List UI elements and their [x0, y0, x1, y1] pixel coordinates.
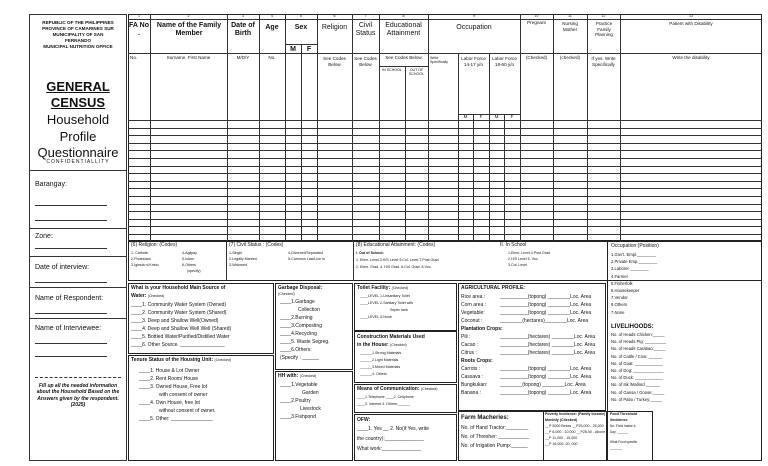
civil-code: 2-Legally Married: [229, 257, 257, 261]
garbage-option: ____3.Composting: [280, 323, 322, 329]
food-line: No. Food Intake a: [610, 424, 636, 428]
interviewee-line-2[interactable]: [35, 356, 107, 357]
zone-label: Zone:: [35, 233, 53, 240]
header-line-4: FERNANDO: [64, 38, 92, 43]
water-option: ____6. Other Source. ________________: [131, 342, 225, 348]
agri-value: ________(hectares)________Loc. Area: [500, 318, 589, 324]
religion-code: 1- Catholic: [131, 251, 149, 255]
occupation-code: 8.Others: [611, 302, 628, 308]
sub-checked-nursing: (checked): [559, 55, 581, 60]
colnum-row-line: [128, 19, 762, 20]
agri-value: __________(topong) ________Loc. Area: [500, 302, 592, 308]
table-row[interactable]: [128, 166, 762, 167]
tenure-option: ____1. House & Lot Owner: [139, 368, 200, 374]
tenure-option: ____4. Own House, free lot: [139, 400, 200, 406]
zone-line[interactable]: [35, 248, 107, 249]
water-option: ____3. Deep and Shallow Well(Owned): [131, 318, 219, 324]
livelihood-item: No. of Heads Pig: _________: [611, 339, 666, 345]
poverty-option: __P 5000 Below __P25,000 - 25,000: [545, 424, 604, 428]
table-row[interactable]: [128, 196, 762, 197]
header-line-2: PROVINCE OF CAMARINES SUR: [42, 26, 114, 31]
table-row[interactable]: [128, 211, 762, 212]
divider: [29, 256, 127, 257]
colnum-8: 8: [402, 14, 405, 18]
header-line-5: MUNICIPAL NUTRITION OFFICE: [43, 44, 113, 49]
sub-if-yes: If yes. Write Specifically: [591, 56, 616, 67]
livelihood-item: No. of Heads Chicken:_____: [611, 332, 665, 337]
colnum-13: 13: [689, 14, 693, 18]
ofw-line: What work:______________: [357, 446, 421, 452]
header-line-1: REPUBLIC OF THE PHILIPPINES: [42, 20, 114, 25]
sub-labor-18-60: Labor Force 18-60 y/o: [492, 56, 517, 67]
poverty-title: Poverty Incidence: (Family Income): [545, 412, 606, 416]
livelihood-item: No. of Cattle / Cow: ______: [611, 353, 663, 359]
table-row[interactable]: [128, 158, 762, 159]
construction-title: Construction Materials Used: [357, 334, 425, 340]
colnum-10: 10: [534, 14, 539, 18]
colnum-6: 6: [333, 14, 336, 18]
agri-label: Carrots :: [461, 366, 481, 372]
comm-option: ____1.Telephone ____2. Cellphone: [357, 395, 414, 399]
religion-code: 4-Aglipay: [182, 251, 197, 255]
edu-out-code: 1. Elem. Level 3.H/S Level 5.Col. Level 7.Post Grad.: [356, 258, 440, 262]
livelihood-item: No. of Goat: ____________: [611, 360, 663, 366]
agri-label: Vegetable:: [461, 310, 485, 316]
date-line[interactable]: [35, 282, 107, 283]
table-row[interactable]: [128, 173, 762, 174]
garbage-option: Collection: [298, 307, 320, 313]
comm-title: Means of Communication: (Checked): [357, 386, 438, 392]
construction-title-2: in the House: (Checked): [357, 342, 407, 348]
food-subtitle: /Incidence: [610, 418, 628, 422]
hh-option: ____3.Fishpond: [280, 414, 316, 420]
hh-option: Garden: [302, 390, 319, 396]
water-title: What is your Household Main Source of: [131, 285, 226, 291]
sub-mdy: M/D/Y: [236, 55, 250, 60]
civil-codes-title: (7) Civil Status : (Codes): [229, 242, 284, 248]
sub-no: No.: [130, 55, 138, 60]
water-option: ____4. Deep and Shallow Well Well (Shared): [131, 326, 232, 332]
food-line: _______: [610, 446, 623, 450]
sub-lf2-m: M: [494, 114, 499, 119]
header-bottom-line: [128, 53, 762, 54]
agri-value: __________(hectares) ________Loc. Area: [500, 334, 596, 340]
livelihood-item: No. of Heads Carabao:_____: [611, 346, 666, 352]
sub-write: Write Specifically: [430, 56, 448, 65]
edu-in-code: 3.Col. Level: [508, 263, 527, 267]
table-row[interactable]: [128, 143, 762, 144]
sub-lf2-f: F: [510, 114, 514, 119]
water-option: ____5. Bottled Water/Purified/Distilled Water: [131, 334, 230, 340]
occupation-code: 7.Vendor: [611, 295, 628, 301]
header-pregnant: Pregnant: [527, 20, 546, 25]
water-title-2: Water: (Checked): [131, 293, 165, 299]
livelihood-item: No. of Gansa / Goose:_____: [611, 389, 665, 395]
colnum-9: 9: [473, 14, 475, 18]
title-general: GENERAL: [46, 79, 110, 94]
garbage-option: (Specify : ______: [280, 355, 319, 361]
occupation-code: 7.None: [611, 309, 625, 315]
sub-lf1-f: F: [479, 114, 483, 119]
confidential-label: CONFIDENTIALLITY: [46, 159, 110, 165]
sub-surname: Surname, First Name: [166, 55, 211, 60]
garbage-option: ____4.Recycling: [280, 331, 317, 337]
ofw-line: ____1. Yes __ 2. No(if Yes, write: [357, 426, 429, 432]
religion-codes-title: (6) Religion: (Codes): [131, 242, 178, 248]
agri-value: __________(topong) ________Loc. Area: [500, 366, 592, 372]
colnum-4: 4: [271, 14, 273, 18]
sub-in-school: IN SCHOOL: [382, 68, 402, 72]
col-divider: [473, 114, 474, 241]
note-divider: [35, 377, 121, 378]
date-label: Date of interview:: [35, 264, 90, 271]
table-row[interactable]: [128, 128, 762, 129]
garbage-checked: (Checked): [278, 292, 295, 296]
table-row[interactable]: [128, 135, 762, 136]
livelihoods-title: LIVELIHOODS:: [611, 324, 654, 330]
header-fa-no: FA No .: [129, 22, 149, 38]
religion-code: 3-Iglesia ni Kristo: [131, 263, 159, 267]
occupation-code: 2.Private Emp.________: [611, 259, 658, 265]
row-line: [379, 66, 428, 67]
agri-label: Bungkukan:: [461, 382, 488, 388]
ofw-line: the country):______________: [357, 436, 424, 442]
food-line: What Food specific: [610, 440, 638, 444]
agri-value: __________(hectares) ________Loc. Area: [500, 350, 596, 356]
divider: [29, 287, 127, 288]
colnum-3: 3: [242, 14, 244, 18]
toilet-option: ____LEVEL 2-Sanitary Toilet with: [360, 301, 414, 305]
table-row[interactable]: [128, 219, 762, 220]
garbage-title: Garbage Disposal:: [278, 285, 323, 291]
livelihood-item: No. of Dog: _____________: [611, 368, 664, 373]
edu-codes-title: (8) Educational Attainment: (Codes): [356, 242, 436, 248]
title-questionnaire: Questionnaire: [37, 145, 119, 160]
table-row[interactable]: [128, 226, 762, 227]
header-age: Age: [265, 24, 279, 31]
farm-item: No. of Irrigation Pump:______: [461, 443, 528, 449]
agri-label: Pili :: [461, 334, 471, 340]
code-divider: [353, 241, 354, 281]
poverty-option: __P 16,000- 20, 000: [545, 442, 578, 446]
sub-see-codes-religion: See Codes Below: [323, 56, 346, 67]
header-sex: Sex: [294, 24, 308, 31]
sub-lf1-m: M: [463, 114, 468, 119]
poverty-subtitle: Monthly (Checked): [545, 418, 578, 422]
col-divider: [504, 114, 505, 241]
tenure-title: Tenure Status of the Housing Unit: (Checked): [131, 357, 232, 363]
religion-code: (specify): [187, 269, 201, 273]
livelihood-item: No. of Pabo / Turkey:_____: [611, 396, 662, 402]
divider: [29, 318, 127, 319]
edu-in-title: II. In School: [500, 242, 527, 248]
comm-option: ____3. Internet 4. Others:______: [357, 402, 410, 406]
col-divider: [405, 66, 406, 241]
occupation-code: 6.Housekeeper: [611, 288, 640, 293]
edu-in-code: 1.Elem. Level 4.Post Grad: [508, 251, 550, 255]
barangay-label: Barangay:: [35, 181, 67, 188]
religion-code: 5-Islam: [182, 257, 194, 261]
agri-value: __________(hectares) ________Loc. Area: [500, 342, 596, 348]
construction-option: ______2.Light Materials: [360, 358, 399, 362]
header-nursing: Nursing Mother: [562, 21, 578, 32]
roots-title: Roots Crops:: [461, 358, 493, 364]
header-disability: Patient with Disability: [669, 21, 713, 26]
agri-value: ________(topong) ________Loc. Area: [500, 382, 586, 388]
interviewee-line-1[interactable]: [35, 343, 107, 344]
agri-label: Corn area :: [461, 302, 487, 308]
table-row[interactable]: [128, 181, 762, 182]
row-line: [285, 44, 317, 45]
agri-label: Coconut :: [461, 318, 483, 324]
occupation-code: 4.Farmer: [611, 273, 628, 279]
colnum-1: 1: [138, 14, 140, 18]
agri-value: __________(topong) ________Loc. Area: [500, 310, 592, 316]
toilet-option: ____LEVEL 3-None: [360, 315, 392, 319]
garbage-option: ____5. Waste Segreg.: [280, 339, 330, 345]
farm-title: Farm Macheries:: [461, 415, 509, 421]
header-occupation: Occupation: [456, 24, 492, 31]
edu-in-code: 2.H/S Level 5. Voc.: [508, 257, 539, 261]
religion-code: 6-Others: [182, 263, 196, 267]
divider: [29, 228, 127, 229]
colnum-11: 11: [568, 14, 572, 18]
edu-out-title: I. Out of School:: [356, 251, 384, 255]
food-line: Day: ______: [610, 430, 629, 434]
garbage-option: ____6.Others:: [280, 347, 312, 353]
sub-out-school: OUT OF SCHOOL: [408, 68, 425, 77]
header-civil: Civil Status: [355, 22, 376, 38]
sub-see-codes-civil: See Codes Below: [354, 56, 377, 67]
occupation-title: Occupation:(Position): [611, 243, 659, 249]
table-row[interactable]: [128, 234, 762, 235]
respondent-line[interactable]: [35, 313, 107, 314]
colnum-7: 7: [364, 14, 367, 18]
hh-title: HH with: (Checked): [278, 373, 317, 379]
occupation-code: 5.Fisherfolk: [611, 280, 633, 286]
agri-label: Rice area :: [461, 294, 486, 300]
agri-value: __________(topong) ________Loc. Area: [500, 374, 592, 380]
agri-label: Cacao :: [461, 342, 479, 348]
water-option: ____1. Community Water System (Owned): [131, 302, 227, 308]
header-edu: Educational Attainment: [385, 22, 422, 38]
col-divider: [458, 53, 459, 241]
table-row[interactable]: [128, 204, 762, 205]
header-sex-f: F: [306, 46, 312, 53]
tenure-option: without consent of owner.: [159, 408, 216, 414]
civil-code: 1-Single: [229, 251, 243, 255]
religion-code: 2-Protestant: [131, 257, 151, 261]
agri-label: Citrus :: [461, 350, 477, 356]
poverty-option: __P 11,000 - 15,000: [545, 436, 578, 440]
tenure-option: ____2. Rent Room/ House: [139, 376, 199, 382]
livelihood-item: No. of Itik /Mallord ______: [611, 382, 660, 388]
agri-label: Banana :: [461, 390, 482, 396]
title-profile: Profile: [59, 129, 97, 144]
food-title: Food Threshold: [610, 412, 638, 416]
header-sex-m: M: [290, 46, 296, 53]
tenure-option: with consent of owner: [159, 392, 208, 398]
toilet-title: Toilet Facility: (Checked): [357, 285, 409, 291]
sub-write-disability: Write the disability: [672, 55, 710, 60]
poverty-option: __P 6,000 - 10,000 __P26,00 - Above: [545, 430, 606, 434]
barangay-line-1[interactable]: [35, 205, 107, 206]
sub-labor-14-17: Labor Force 14-17 y/o: [461, 56, 486, 67]
sub-see-codes-edu: See Codes Below: [385, 55, 422, 60]
occupation-code: 1.Gov't. Empl.________: [611, 252, 656, 257]
ofw-title: OFW:: [357, 417, 371, 423]
civil-code: 5-Common Law/Live in: [288, 257, 325, 261]
title-census: CENSUS: [50, 95, 106, 110]
agri-label: Cassava :: [461, 374, 484, 380]
tenure-option: ____5. Other: _______________: [139, 416, 213, 422]
barangay-line-2[interactable]: [35, 220, 107, 221]
water-option: ____2. Community Water System (Shared): [131, 310, 227, 316]
table-row[interactable]: [128, 188, 762, 189]
civil-code: 4-Divorced/Separated: [288, 251, 323, 255]
farm-item: No. of Hand Tractor:________: [461, 425, 529, 431]
hh-option: Livestock: [300, 406, 321, 412]
instructions-note: Fill up all the needed information about the Household Based on the Answers given by the respondent. (2025): [36, 383, 120, 408]
construction-option: ______1.Strong Materials: [360, 351, 402, 355]
toilet-option: ____LEVEL 1-Unsanitary Toilet: [360, 294, 410, 298]
header-name: Name of the Family Member: [156, 22, 222, 38]
table-row[interactable]: [128, 150, 762, 151]
header-line-3: MUNICIPALITY OF SAN: [52, 32, 104, 37]
agri-value: __________(topong) ________Loc. Area: [500, 294, 592, 300]
sub-checked-pregnant: (Checked): [525, 55, 548, 60]
header-practice: Practice Family Planning: [595, 21, 613, 37]
colnum-5: 5: [300, 14, 302, 18]
garbage-option: ____1.Garbage: [280, 299, 315, 305]
colnum-2: 2: [187, 14, 190, 18]
garbage-option: ____2.Burning: [280, 315, 313, 321]
title-household: Household: [46, 112, 110, 127]
construction-option: ______3.Mixed Materials: [360, 365, 401, 369]
sub-no2: No.: [268, 55, 276, 60]
livelihood-item: No. of Duck: ____________: [611, 375, 664, 381]
respondent-label: Name of Respondent:: [35, 295, 104, 302]
hh-option: ____1.Vegetable: [280, 382, 318, 388]
hh-option: ____2.Poultry: [280, 398, 311, 404]
col-divider: [489, 53, 490, 241]
toilet-option: Septic tank: [390, 308, 408, 312]
code-divider: [226, 241, 227, 281]
occupation-code: 3.Laborer ________: [611, 266, 649, 272]
interviewee-label: Name of Interviewee:: [35, 325, 102, 332]
divider: [29, 170, 127, 171]
header-religion: Religion: [321, 24, 348, 31]
subheader-bottom-line: [128, 120, 762, 121]
tenure-option: ____3. Owned House, Free lot: [139, 384, 208, 390]
colnum-12: 12: [601, 14, 606, 18]
plantation-title: Plantation Crops:: [461, 326, 503, 332]
civil-code: 3-Widowed: [229, 263, 247, 267]
agri-title: AGRICULTURAL PROFILE:: [461, 285, 525, 291]
header-dob: Date of Birth: [231, 22, 255, 38]
edu-out-code: 2. Elem. Grad. 4. H/S Grad. 6.Col. Grad. 8.Voc.: [356, 265, 432, 269]
agri-value: __________(topong) ________Loc. Area: [500, 390, 592, 396]
farm-item: No. of Thresher: ___________: [461, 434, 530, 440]
construction-option: ______4. Others: [360, 372, 387, 376]
